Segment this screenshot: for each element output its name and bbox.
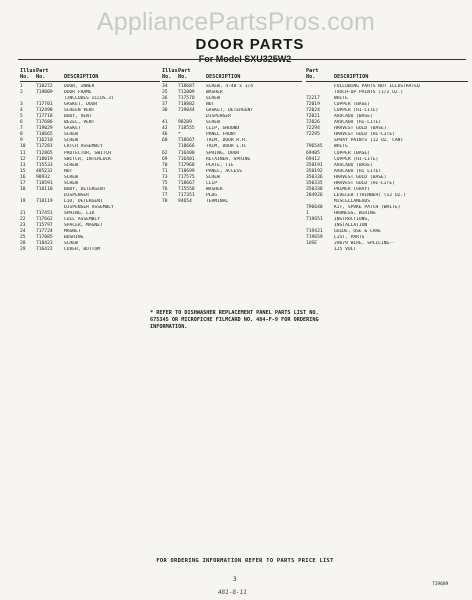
- part-description: COPPER (BASE): [334, 102, 370, 108]
- part-description: TERMINAL: [206, 198, 229, 204]
- part-number: 716422: [36, 247, 53, 253]
- illus-number: 10: [20, 144, 26, 150]
- part-number: 72295: [306, 132, 320, 138]
- illus-number: 60: [162, 138, 168, 144]
- part-description: PANEL FRONT: [206, 132, 237, 138]
- header-description: DESCRIPTION: [64, 74, 99, 80]
- part-description: SCREW: [64, 132, 78, 138]
- page-number: 3: [233, 576, 237, 583]
- part-description: AVOCADO (HI-LITE): [334, 120, 382, 126]
- part-number: 717451: [36, 210, 53, 216]
- illus-number: 8: [20, 132, 23, 138]
- part-description: PRIMER (GRAY): [334, 186, 370, 192]
- part-description: WASHER: [206, 186, 223, 192]
- part-number: 1USE: [306, 241, 318, 247]
- part-number: 717575: [178, 174, 195, 180]
- part-number: 485232: [36, 168, 53, 174]
- part-description: AVOCADO (BASE): [334, 162, 373, 168]
- part-description: CLIP, GROUND: [206, 126, 240, 132]
- part-description: COIL ASSEMBLY: [64, 217, 100, 223]
- part-description: SCREW: [64, 180, 78, 186]
- part-number: 717968: [178, 162, 195, 168]
- part-description: COPPER (HI-LITE): [334, 108, 379, 114]
- part-description: SPRAY PAINTS (12 OZ. CAN): [334, 138, 404, 144]
- part-description: SCREW: [64, 162, 78, 168]
- part-number: 718019: [36, 156, 53, 162]
- part-number: 717701: [36, 102, 53, 108]
- part-description: FOLLOWING PARTS NOT ILLUSTRATED: [334, 84, 420, 89]
- part-description: HARVEST GOLD (BASE): [334, 126, 387, 132]
- illus-number: 4: [20, 108, 23, 114]
- part-description: SCREW: [206, 96, 220, 102]
- part-description: GASKET, DOOR: [64, 102, 98, 108]
- parts-list: [162, 84, 302, 205]
- part-description: SWITCH, INTERLOCK: [64, 156, 112, 162]
- header-description: DESCRIPTION: [334, 74, 369, 80]
- illus-number: 28: [20, 241, 26, 247]
- part-description: NUT: [206, 102, 215, 108]
- part-number: 717686: [36, 120, 53, 126]
- part-number: 717724: [36, 229, 53, 235]
- part-description: CLIP: [206, 180, 218, 186]
- illus-number: 22: [20, 217, 26, 223]
- illus-number: 13: [20, 162, 26, 168]
- part-description: HARNESS, WIRING: [334, 210, 376, 216]
- part-number: 718555: [178, 126, 195, 132]
- part-row: [162, 199, 302, 205]
- part-description: SCREW: [64, 174, 78, 180]
- illus-number: 41: [162, 120, 168, 126]
- part-number: 98932: [36, 174, 50, 180]
- parts-list: [20, 84, 160, 253]
- part-number: 72024: [306, 108, 320, 114]
- part-number: 715558: [178, 186, 195, 192]
- part-number: 712498: [36, 108, 53, 114]
- illus-number: 46: [162, 132, 168, 138]
- part-description: AVOCADO (BASE): [334, 114, 373, 120]
- part-description: LID, DETERGENT: [64, 198, 103, 204]
- header-description: DESCRIPTION: [206, 74, 241, 80]
- parts-column-3: [306, 68, 468, 253]
- part-description: PROTECTOR, SWITCH: [64, 150, 112, 156]
- illus-number: 76: [162, 186, 168, 192]
- part-description: LATCH ASSEMBLY: [64, 144, 103, 150]
- part-description: DOOR, INNER: [64, 84, 95, 89]
- part-description: WHITE: [334, 96, 348, 102]
- part-number: 719009: [36, 90, 53, 96]
- part-description: PANEL, ACCESS: [206, 168, 242, 174]
- part-number: 72019: [306, 102, 320, 108]
- part-description: GASKET: [64, 126, 81, 132]
- part-description: SCREW: [64, 138, 78, 144]
- part-number: 719029: [36, 126, 53, 132]
- part-description: 29679 WIRE, SPLICING--: [334, 241, 395, 247]
- part-description: SPRING, DOOR: [206, 150, 240, 156]
- part-number: 796640: [306, 204, 323, 210]
- part-description: GASKET, DETERGENT: [206, 108, 254, 114]
- part-number: 712865: [36, 150, 53, 156]
- illus-number: 15: [20, 168, 26, 174]
- part-description: DISPENSER: [64, 192, 89, 198]
- part-number: 72021: [306, 114, 320, 120]
- illus-number: 36: [162, 96, 168, 102]
- part-number: 72217: [306, 96, 320, 102]
- watermark-logo: AppliancePartsPros.com: [96, 8, 376, 36]
- part-description: SCREW, 4-40 x 1/4: [206, 84, 254, 89]
- header-no2: No.: [178, 74, 188, 80]
- part-description: BEZEL, VENT: [64, 120, 95, 126]
- illus-number: 37: [162, 102, 168, 108]
- header-part: Part: [36, 68, 49, 74]
- part-description: HARVEST GOLD (BASE): [334, 174, 387, 180]
- column-header: [20, 68, 160, 82]
- part-description: AVOCADO (HI LITE): [334, 168, 382, 174]
- illus-number: 71: [162, 168, 168, 174]
- part-description: PLUG: [206, 192, 218, 198]
- illus-number: 3: [20, 102, 23, 108]
- part-number: 72026: [306, 120, 320, 126]
- part-description: 125 VOLT: [334, 247, 357, 253]
- part-number: 204926: [306, 192, 323, 198]
- column-header: [162, 68, 302, 82]
- part-number: 1: [306, 210, 309, 216]
- header-no: No.: [20, 74, 30, 80]
- part-number: 718272: [36, 84, 53, 89]
- part-number: 718666: [178, 144, 195, 150]
- header-part: Part: [178, 68, 191, 74]
- illus-number: 70: [162, 162, 168, 168]
- part-description: PLATE, TIE: [206, 162, 234, 168]
- illus-number: 69: [162, 156, 168, 162]
- illus-number: 34: [162, 84, 168, 89]
- illus-number: 78: [162, 198, 168, 204]
- part-number: 717570: [178, 96, 195, 102]
- part-number: 796545: [306, 144, 323, 150]
- part-description: RETAINER, SPRING: [206, 156, 251, 162]
- page-title: DOOR PARTS: [195, 36, 305, 53]
- part-description: GUIDE, USE & CARE: [334, 229, 382, 235]
- illus-number: 11: [20, 150, 26, 156]
- illus-number: 62: [162, 150, 168, 156]
- illus-number: 73: [162, 174, 168, 180]
- part-description: INSTRUCTIONS,: [334, 217, 370, 223]
- part-number: 716400: [178, 150, 195, 156]
- part-description: INSTALLATION: [334, 223, 368, 229]
- part-description: SCREW: [64, 241, 78, 247]
- part-number: 717085: [36, 235, 53, 241]
- illus-number: 24: [20, 229, 26, 235]
- part-number: 350191: [306, 162, 323, 168]
- part-description: TRIM, DOOR R.H.: [206, 138, 248, 144]
- part-number: 717662: [36, 217, 53, 223]
- document-code: 719689: [432, 582, 449, 587]
- part-description: SCREEN VENT: [64, 108, 95, 114]
- header-no: No.: [162, 74, 172, 80]
- part-description: LIST, PARTS: [334, 235, 365, 241]
- illus-number: 21: [20, 210, 26, 216]
- illus-number: 17: [20, 180, 26, 186]
- part-row: [306, 247, 468, 253]
- part-number: 715533: [36, 162, 53, 168]
- part-number: 718119: [36, 198, 53, 204]
- illus-number: 25: [20, 235, 26, 241]
- illus-number: 16: [20, 174, 26, 180]
- part-number: 350338: [306, 186, 323, 192]
- illus-number: 23: [20, 223, 26, 229]
- part-number: 69412: [306, 156, 320, 162]
- part-description: BODY, DETERGENT: [64, 186, 106, 192]
- header-illus: Illus.: [162, 68, 181, 74]
- illus-number: 12: [20, 156, 26, 162]
- part-number: 719421: [306, 229, 323, 235]
- part-description: NUT: [64, 168, 73, 174]
- part-number: 717281: [36, 144, 53, 150]
- part-description: TOUCH-UP PAINTS (1/2 OZ.): [334, 90, 404, 96]
- part-description: HARVEST GOLD (HI-LITE): [334, 132, 395, 138]
- part-number: 715797: [36, 223, 53, 229]
- part-number: 350336: [306, 174, 323, 180]
- illus-number: 38: [162, 108, 168, 114]
- illus-number: 18: [20, 186, 26, 192]
- column-header: [306, 68, 468, 82]
- part-number: 69405: [306, 150, 320, 156]
- part-number: 717718: [36, 114, 53, 120]
- part-number: 717351: [178, 192, 195, 198]
- part-description: LEVELER (THINNER) (12 OZ.): [334, 192, 406, 198]
- part-row: [20, 247, 160, 253]
- part-number: 716401: [178, 156, 195, 162]
- part-number: 98209: [178, 120, 192, 126]
- part-number: 718687: [178, 84, 195, 89]
- part-number: 712009: [178, 90, 195, 96]
- part-description: SCREW: [206, 174, 220, 180]
- part-description: DISPENSER ASSEMBLY: [64, 204, 114, 210]
- part-description: WHITE: [334, 144, 348, 150]
- part-number: 719659: [306, 235, 323, 241]
- illus-number: 6: [20, 120, 23, 126]
- part-description: HARVEST GOLD (HI-LITE): [334, 180, 395, 186]
- part-number: 72294: [306, 126, 320, 132]
- part-description: TRIM, DOOR L.H.: [206, 144, 248, 150]
- part-number: 716210: [36, 138, 53, 144]
- illus-number: 35: [162, 90, 168, 96]
- part-number: 718665: [36, 132, 53, 138]
- part-description: BODY, VENT: [64, 114, 92, 120]
- header-part: Part: [306, 68, 319, 74]
- footer-note: FOR ORDERING INFORMATION REFER TO PARTS PRICE LIST: [156, 558, 334, 564]
- illus-number: 19: [20, 198, 26, 204]
- illus-number: 5: [20, 114, 23, 120]
- illus-number: 29: [20, 247, 26, 253]
- part-description: WASHER: [206, 90, 223, 96]
- part-description: SPRING, LID: [64, 210, 95, 216]
- illus-number: 1: [20, 84, 23, 89]
- part-description: SCREW: [206, 120, 220, 126]
- header-no: No.: [306, 74, 316, 80]
- illus-number: 2: [20, 90, 23, 96]
- part-description: KIT, SPOKE PATCH (WHITE): [334, 204, 401, 210]
- part-description: COPPER (HI-LITE): [334, 156, 379, 162]
- header-no2: No.: [36, 74, 46, 80]
- part-description: MISCELLANEOUS: [334, 198, 370, 204]
- part-number: 718667: [178, 180, 195, 186]
- part-description: (INCLUDES ILLUS.3): [64, 96, 114, 102]
- illus-number: 42: [162, 126, 168, 132]
- illus-number: 75: [162, 180, 168, 186]
- part-description: MAGNET: [64, 229, 81, 235]
- page-subtitle: For Model SXU325W2: [198, 54, 292, 64]
- part-number: 719651: [306, 217, 323, 223]
- title-divider: [18, 59, 466, 60]
- part-description: DISPENSER: [206, 114, 231, 120]
- part-description: COVER, BOTTOM: [64, 247, 100, 253]
- part-description: BUSHING: [64, 235, 84, 241]
- part-number: 718699: [178, 168, 195, 174]
- refer-note: * REFER TO DISHWASHER REPLACEMENT PANEL PARTS LIST NO. 675345 OR MICROFICHE FILMCARD NO. 484-F-9 FOR ORDERING INFORMATION.: [150, 310, 319, 331]
- parts-list: [306, 84, 468, 253]
- part-number: 718110: [36, 186, 53, 192]
- illus-number: 9: [20, 138, 23, 144]
- part-number: 350335: [306, 180, 323, 186]
- part-number: 718423: [36, 241, 53, 247]
- part-description: DOOR FRAME: [64, 90, 92, 96]
- part-number: 718591: [36, 180, 53, 186]
- part-number: *: [178, 132, 181, 138]
- part-description: COPPER (BASE): [334, 150, 370, 156]
- part-number: 718882: [178, 102, 195, 108]
- header-illus: Illus.: [20, 68, 39, 74]
- handwritten-note: 481-8-11: [218, 589, 247, 596]
- illus-number: 77: [162, 192, 168, 198]
- part-number: 94654: [178, 198, 192, 204]
- parts-column-2: [162, 68, 302, 205]
- parts-column-1: [20, 68, 160, 253]
- part-description: SPACER, MAGNET: [64, 223, 103, 229]
- part-number: 719044: [178, 108, 195, 114]
- part-number: 718667: [178, 138, 195, 144]
- illus-number: 7: [20, 126, 23, 132]
- part-number: 350192: [306, 168, 323, 174]
- part-number: [306, 247, 334, 253]
